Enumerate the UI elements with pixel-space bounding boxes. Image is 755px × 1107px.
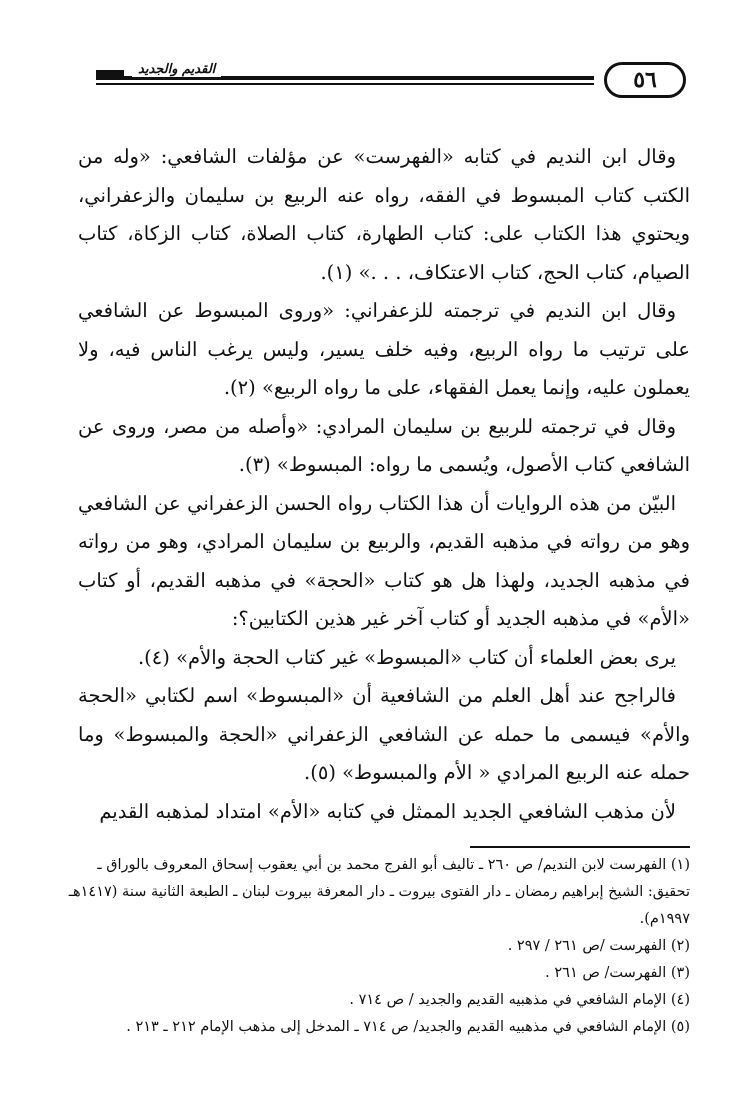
footnote: (٥) الإمام الشافعي في مذهبيه القديم والجديد/ ص ٧١٤ ـ المدخل إلى مذهب الإمام ٢١٢ ـ ٢١٣ . — [126, 1019, 690, 1035]
header-rule-thin — [96, 83, 594, 85]
footnote-separator — [470, 846, 690, 848]
paragraph: وقال ابن النديم في كتابه «الفهرست» عن مؤلفات الشافعي: «وله من الكتب كتاب المبسوط في الفقه، رواه عنه الربيع بن سليمان والزعفراني، ويحتوي هذا الكتاب على: كتاب الطهارة، كتاب الصلاة، كتاب الزكاة، كتاب الصيام، كتاب الحج، كتاب الاعتكاف، . . .» (١). — [78, 145, 690, 284]
paragraph: وقال ابن النديم في ترجمته للزعفراني: «وروى المبسوط عن الشافعي على ترتيب ما رواه الربيع، وفيه خلف يسير، وليس يرغب الناس فيه، ولا يعملون عليه، وإنما يعمل الفقهاء، على ما رواه الربيع» (٢). — [78, 299, 690, 399]
header-ornament-bar — [96, 70, 124, 76]
running-title: القديم والجديد — [132, 62, 221, 77]
footnote: (١) الفهرست لابن النديم/ ص ٢٦٠ ـ تاليف أبو الفرج محمد بن أبي يعقوب إسحاق المعروف بالوراق ـ تحقيق: الشيخ إبراهيم رمضان ـ دار الفتوى بيروت ـ دار المعرفة بيروت لبنان ـ الطبعة الثانية سنة (١٤١٧هـ ١٩٩٧م). — [68, 857, 690, 927]
paragraph: لأن مذهب الشافعي الجديد الممثل في كتابه «الأم» امتداد لمذهبه القديم — [99, 799, 676, 823]
footnotes — [60, 852, 690, 1041]
page-number: ٥٦ — [633, 67, 657, 93]
footnote: (٣) الفهرست/ ص ٢٦١ . — [545, 965, 690, 981]
paragraph: البيّن من هذه الروايات أن هذا الكتاب رواه الحسن الزعفراني عن الشافعي وهو من رواته في مذهبه القديم، والربيع بن سليمان المرادي، وهو من رواته في مذهبه الجديد، ولهذا هل هو كتاب «الحجة» في مذهبه القديم، أو كتاب «الأم» في مذهبه الجديد أو كتاب آخر غير هذين الكتابين؟: — [78, 491, 690, 630]
footnote: (٢) الفهرست /ص ٢٦١ / ٢٩٧ . — [507, 938, 690, 954]
paragraph: فالراجح عند أهل العلم من الشافعية أن «المبسوط» اسم لكتابي «الحجة والأم» فيسمى ما حمله عن الشافعي الزعفراني «الحجة والمبسوط» وما حمله عنه الربيع المرادي « الأم والمبسوط» (٥). — [78, 684, 690, 784]
paragraph: وقال في ترجمته للربيع بن سليمان المرادي: «وأصله من مصر، وروى عن الشافعي كتاب الأصول، ويُسمى ما رواه: المبسوط» (٣). — [78, 414, 690, 476]
main-text — [78, 138, 690, 831]
page-header — [96, 62, 686, 98]
paragraph: يرى بعض العلماء أن كتاب «المبسوط» غير كتاب الحجة والأم» (٤). — [137, 645, 676, 669]
page-number-badge — [604, 62, 686, 98]
footnote: (٤) الإمام الشافعي في مذهبيه القديم والجديد / ص ٧١٤ . — [349, 992, 690, 1008]
